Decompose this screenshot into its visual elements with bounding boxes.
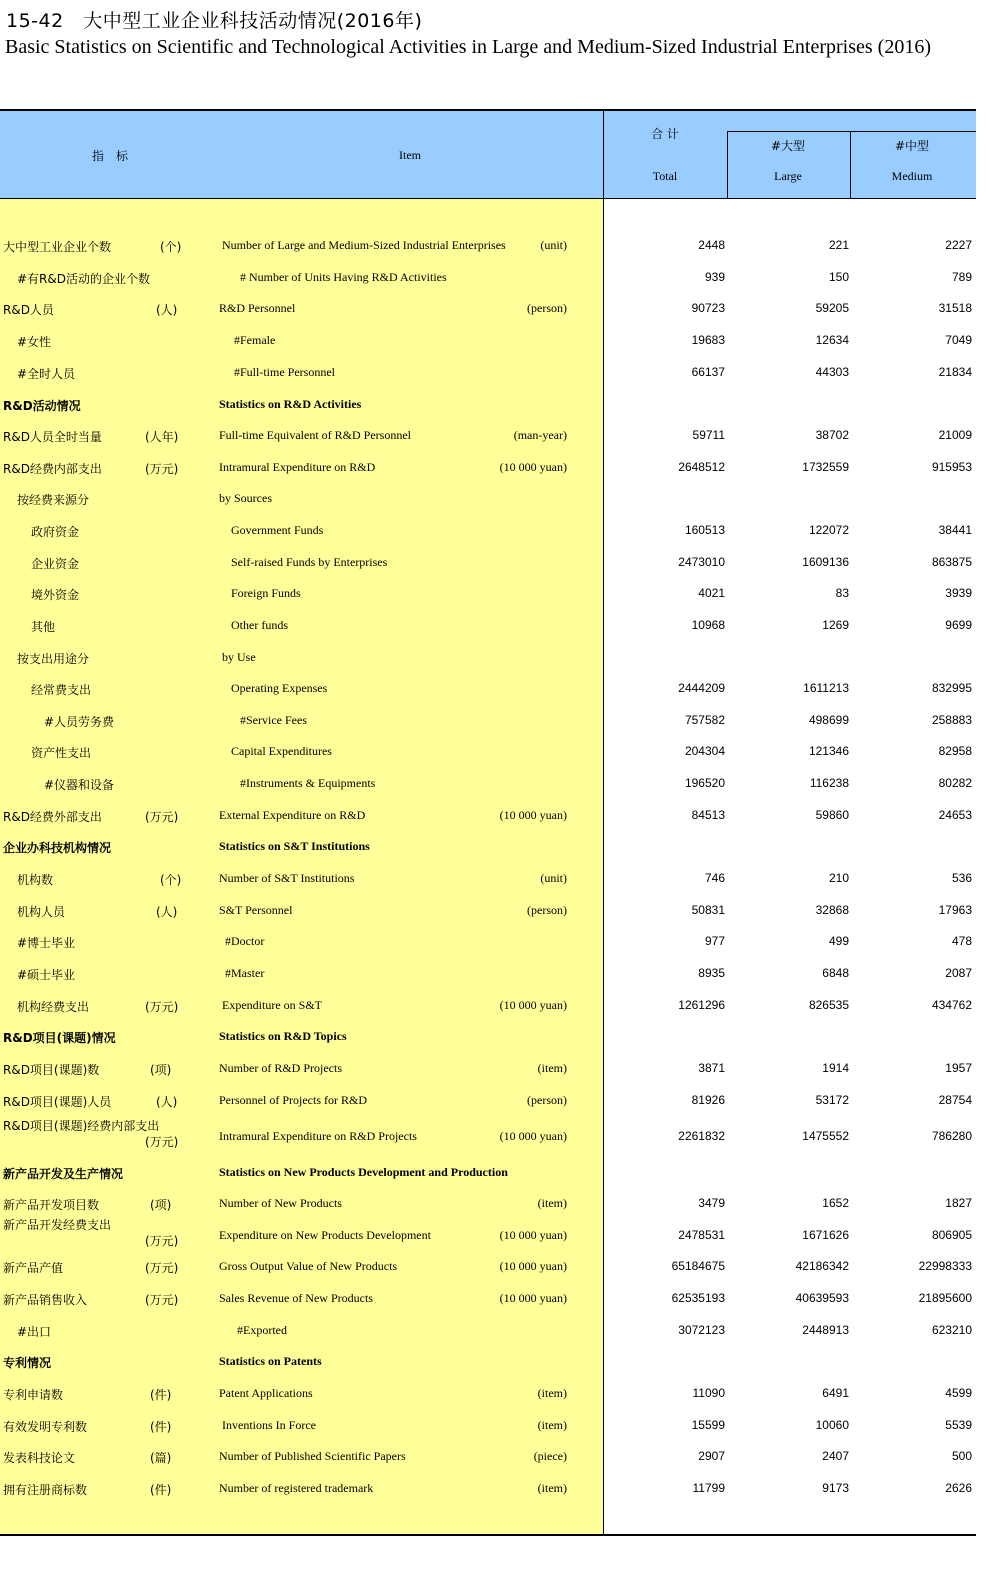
table-row: [0, 1291, 976, 1313]
indicator-cn: R&D项目(课题)人员: [3, 1095, 112, 1109]
value-large: 38702: [815, 428, 849, 442]
indicator-cn: 拥有注册商标数: [3, 1483, 88, 1497]
indicator-unit-cn: (项): [150, 1198, 172, 1212]
value-large: 1732559: [802, 460, 849, 474]
value-total: 2444209: [678, 681, 725, 695]
item-en: Personnel of Projects for R&D: [219, 1093, 367, 1107]
value-medium: 789: [951, 270, 972, 284]
table-row: [0, 1119, 976, 1151]
table-row: [0, 839, 976, 861]
value-large: 498699: [808, 713, 849, 727]
item-en: Foreign Funds: [231, 586, 301, 600]
table-row: [0, 1165, 976, 1187]
header-bottom-rule: [0, 198, 976, 199]
value-medium: 786280: [931, 1129, 972, 1143]
value-medium: 2227: [945, 238, 972, 252]
table-row: [0, 618, 976, 640]
value-large: 59205: [815, 301, 849, 315]
item-en: Number of Large and Medium-Sized Industrial Enterprises: [222, 238, 506, 252]
table-title-english: Basic Statistics on Scientific and Technological Activities in Large and Medium-Sized Industrial Enterprises (2016): [5, 36, 931, 58]
item-en: Number of New Products: [219, 1196, 342, 1210]
item-unit-en: (10 000 yuan): [499, 1129, 567, 1143]
item-en: Statistics on S&T Institutions: [219, 839, 370, 853]
indicator-unit-cn: (万元): [145, 462, 179, 476]
item-unit-en: (10 000 yuan): [499, 998, 567, 1012]
value-total: 3072123: [678, 1323, 725, 1337]
value-medium: 2626: [945, 1481, 972, 1495]
table-row: [0, 1481, 976, 1503]
value-total: 2648512: [678, 460, 725, 474]
indicator-cn: 大中型工业企业个数: [3, 240, 112, 254]
value-medium: 258883: [931, 713, 972, 727]
table-row: [0, 1093, 976, 1115]
value-medium: 31518: [938, 301, 972, 315]
indicator-cn: #人员劳务费: [44, 715, 115, 729]
value-total: 59711: [692, 428, 725, 442]
item-unit-en: (item): [537, 1196, 567, 1210]
indicator-cn: R&D项目(课题)数: [3, 1063, 100, 1077]
indicator-cn: 政府资金: [31, 525, 80, 539]
table-row: [0, 555, 976, 577]
header-large-en: Large: [774, 169, 802, 183]
indicator-unit-cn: (万元): [145, 810, 179, 824]
value-large: 2448913: [802, 1323, 849, 1337]
value-total: 11799: [692, 1481, 725, 1495]
table-row: [0, 397, 976, 419]
item-en: Other funds: [231, 618, 288, 632]
header-total-en: Total: [652, 169, 678, 183]
header-medium-cn: #中型: [894, 139, 930, 153]
indicator-cn: 专利情况: [3, 1356, 52, 1370]
indicator-cn: R&D活动情况: [3, 399, 81, 413]
item-en: Number of Published Scientific Papers: [219, 1449, 406, 1463]
indicator-cn: #女性: [17, 335, 52, 349]
indicator-unit-cn: (人年): [145, 430, 179, 444]
table-row: [0, 491, 976, 513]
indicator-cn: 新产品销售收入: [3, 1293, 88, 1307]
table-row: [0, 1418, 976, 1440]
indicator-cn: R&D人员: [3, 303, 54, 317]
item-unit-en: (piece): [533, 1449, 567, 1463]
item-en: #Doctor: [225, 934, 265, 948]
value-medium: 17963: [938, 903, 972, 917]
value-total: 90723: [691, 301, 725, 315]
table-row: [0, 808, 976, 830]
subheader-rule: [727, 131, 976, 132]
indicator-unit-cn: (件): [150, 1483, 172, 1497]
indicator-unit-cn: (篇): [150, 1451, 172, 1465]
header-total-cn: 合 计: [651, 127, 679, 141]
value-total: 2907: [698, 1449, 725, 1463]
value-large: 1611213: [803, 681, 849, 695]
item-en: External Expenditure on R&D: [219, 808, 366, 822]
value-total: 1261296: [678, 998, 725, 1012]
value-large: 6848: [822, 966, 849, 980]
indicator-cn: 其他: [31, 620, 56, 634]
item-en: Full-time Equivalent of R&D Personnel: [219, 428, 411, 442]
indicator-cn: 发表科技论文: [3, 1451, 76, 1465]
table-row: [0, 586, 976, 608]
item-en: Intramural Expenditure on R&D Projects: [219, 1129, 417, 1143]
table-row: [0, 903, 976, 925]
value-medium: 806905: [931, 1228, 972, 1242]
item-unit-en: (unit): [540, 238, 567, 252]
value-total: 196520: [684, 776, 725, 790]
value-large: 1652: [822, 1196, 849, 1210]
table-title-chinese: 15-42 大中型工业企业科技活动情况(2016年): [6, 10, 423, 32]
value-large: 1475552: [802, 1129, 849, 1143]
header-item-en: Item: [399, 148, 421, 162]
indicator-cn: R&D项目(课题)情况: [3, 1031, 116, 1045]
table-row: [0, 365, 976, 387]
table-row: [0, 460, 976, 482]
item-en: Patent Applications: [219, 1386, 313, 1400]
value-medium: 7049: [945, 333, 972, 347]
indicator-cn: 企业办科技机构情况: [3, 841, 112, 855]
table-row: [0, 871, 976, 893]
value-large: 826535: [808, 998, 849, 1012]
indicator-cn: 专利申请数: [3, 1388, 64, 1402]
indicator-cn: R&D人员全时当量: [3, 430, 102, 444]
value-total: 84513: [691, 808, 725, 822]
table-row: [0, 776, 976, 798]
value-large: 1914: [822, 1061, 849, 1075]
indicator-unit-cn: (件): [150, 1420, 172, 1434]
value-medium: 2087: [945, 966, 972, 980]
value-total: 939: [704, 270, 725, 284]
header-medium-en: Medium: [891, 169, 933, 183]
item-en: R&D Personnel: [219, 301, 296, 315]
table-row: [0, 1061, 976, 1083]
value-total: 977: [704, 934, 725, 948]
top-rule: [0, 109, 976, 111]
indicator-cn: 机构人员: [17, 905, 66, 919]
bottom-rule: [0, 1534, 976, 1536]
table-row: [0, 1196, 976, 1218]
value-large: 2407: [822, 1449, 849, 1463]
indicator-cn: 机构经费支出: [17, 1000, 90, 1014]
value-large: 221: [828, 238, 849, 252]
indicator-unit-cn: (万元): [145, 1234, 179, 1248]
item-en: Statistics on Patents: [219, 1354, 322, 1368]
item-unit-en: (10 000 yuan): [499, 1259, 567, 1273]
table-row: [0, 1354, 976, 1376]
indicator-cn: #有R&D活动的企业个数: [17, 272, 150, 286]
value-total: 4021: [698, 586, 725, 600]
item-en: #Master: [225, 966, 265, 980]
item-en: by Sources: [219, 491, 272, 505]
value-medium: 21834: [938, 365, 972, 379]
value-large: 6491: [822, 1386, 849, 1400]
value-medium: 80282: [938, 776, 972, 790]
table-row: [0, 523, 976, 545]
value-total: 15599: [691, 1418, 725, 1432]
value-medium: 21009: [938, 428, 972, 442]
table-row: [0, 650, 976, 672]
header-indicator-cn: 指 标: [91, 149, 128, 163]
item-unit-en: (item): [537, 1418, 567, 1432]
value-total: 62535193: [671, 1291, 725, 1305]
value-medium: 9699: [945, 618, 972, 632]
value-large: 40639593: [795, 1291, 849, 1305]
value-medium: 500: [951, 1449, 972, 1463]
table-row: [0, 1386, 976, 1408]
table-row: [0, 1218, 976, 1250]
item-en: #Exported: [237, 1323, 287, 1337]
value-large: 9173: [822, 1481, 849, 1495]
indicator-unit-cn: (件): [150, 1388, 172, 1402]
value-large: 122072: [808, 523, 849, 537]
item-en: Operating Expenses: [231, 681, 328, 695]
item-en: #Service Fees: [240, 713, 307, 727]
table-row: [0, 1323, 976, 1345]
item-en: Capital Expenditures: [231, 744, 332, 758]
table-row: [0, 934, 976, 956]
value-medium: 21895600: [918, 1291, 972, 1305]
value-medium: 4599: [945, 1386, 972, 1400]
item-unit-en: (10 000 yuan): [499, 1228, 567, 1242]
value-medium: 434762: [931, 998, 972, 1012]
large-column-divider: [727, 131, 728, 198]
value-large: 150: [828, 270, 849, 284]
value-large: 10060: [815, 1418, 849, 1432]
indicator-unit-cn: (人): [156, 303, 178, 317]
item-en: Intramural Expenditure on R&D: [219, 460, 376, 474]
value-medium: 22998333: [918, 1259, 972, 1273]
value-medium: 915953: [931, 460, 972, 474]
item-en: #Instruments & Equipments: [240, 776, 376, 790]
item-en: Expenditure on S&T: [222, 998, 322, 1012]
item-en: # Number of Units Having R&D Activities: [240, 270, 447, 284]
value-medium: 832995: [931, 681, 972, 695]
value-large: 44303: [815, 365, 849, 379]
indicator-cn: 有效发明专利数: [3, 1420, 88, 1434]
value-medium: 863875: [931, 555, 972, 569]
value-total: 757582: [684, 713, 725, 727]
table-row: [0, 270, 976, 292]
item-unit-en: (person): [527, 301, 567, 315]
item-en: Self-raised Funds by Enterprises: [231, 555, 388, 569]
indicator-cn: 新产品开发经费支出: [3, 1218, 112, 1232]
indicator-cn: #仪器和设备: [44, 778, 115, 792]
table-row: [0, 301, 976, 323]
item-en: Statistics on R&D Activities: [219, 397, 362, 411]
item-en: Gross Output Value of New Products: [219, 1259, 398, 1273]
item-unit-en: (person): [527, 1093, 567, 1107]
item-unit-en: (10 000 yuan): [499, 808, 567, 822]
item-en: by Use: [222, 650, 256, 664]
table-row: [0, 333, 976, 355]
indicator-cn: 按支出用途分: [17, 652, 90, 666]
value-medium: 1957: [945, 1061, 972, 1075]
indicator-cn: 资产性支出: [31, 746, 92, 760]
value-total: 2478531: [678, 1228, 725, 1242]
value-medium: 82958: [938, 744, 972, 758]
value-total: 66137: [691, 365, 725, 379]
table-row: [0, 744, 976, 766]
value-medium: 536: [951, 871, 972, 885]
value-large: 59860: [815, 808, 849, 822]
item-en: Statistics on R&D Topics: [219, 1029, 347, 1043]
indicator-cn: 新产品开发项目数: [3, 1198, 100, 1212]
value-total: 81926: [691, 1093, 725, 1107]
indicator-cn: R&D经费内部支出: [3, 462, 102, 476]
table-row: [0, 966, 976, 988]
item-en: Number of R&D Projects: [219, 1061, 342, 1075]
item-unit-en: (10 000 yuan): [499, 1291, 567, 1305]
indicator-cn: 经常费支出: [31, 683, 92, 697]
value-medium: 28754: [938, 1093, 972, 1107]
item-en: #Female: [234, 333, 276, 347]
value-large: 210: [828, 871, 849, 885]
indicator-cn: R&D经费外部支出: [3, 810, 102, 824]
item-unit-en: (person): [527, 903, 567, 917]
value-large: 116238: [809, 776, 849, 790]
value-total: 3871: [698, 1061, 725, 1075]
item-unit-en: (item): [537, 1481, 567, 1495]
value-total: 2473010: [678, 555, 725, 569]
indicator-unit-cn: (人): [156, 905, 178, 919]
item-en: Number of registered trademark: [219, 1481, 374, 1495]
indicator-cn: #出口: [17, 1325, 52, 1339]
item-en: Sales Revenue of New Products: [219, 1291, 373, 1305]
table-row: [0, 998, 976, 1020]
header-large-cn: #大型: [770, 139, 806, 153]
indicator-cn: #博士毕业: [17, 936, 76, 950]
value-total: 50831: [691, 903, 725, 917]
indicator-cn: 机构数: [17, 873, 54, 887]
indicator-cn: #全时人员: [17, 367, 76, 381]
table-row: [0, 428, 976, 450]
value-medium: 38441: [938, 523, 972, 537]
indicator-cn: 企业资金: [31, 557, 80, 571]
value-medium: 3939: [945, 586, 972, 600]
value-total: 746: [704, 871, 725, 885]
item-en: Expenditure on New Products Development: [219, 1228, 431, 1242]
value-total: 160513: [684, 523, 725, 537]
item-unit-en: (unit): [540, 871, 567, 885]
table-row: [0, 681, 976, 703]
value-large: 1671626: [802, 1228, 849, 1242]
item-en: Number of S&T Institutions: [219, 871, 355, 885]
value-total: 3479: [698, 1196, 725, 1210]
value-total: 10968: [691, 618, 725, 632]
value-medium: 1827: [945, 1196, 972, 1210]
indicator-unit-cn: (人): [156, 1095, 178, 1109]
table-row: [0, 1029, 976, 1051]
indicator-cn: #硕士毕业: [17, 968, 76, 982]
value-total: 204304: [684, 744, 725, 758]
table-row: [0, 1449, 976, 1471]
value-total: 11090: [692, 1386, 725, 1400]
item-unit-en: (item): [537, 1386, 567, 1400]
indicator-cn: 境外资金: [31, 588, 80, 602]
value-large: 121346: [808, 744, 849, 758]
indicator-unit-cn: (个): [160, 240, 182, 254]
value-large: 32868: [815, 903, 849, 917]
value-large: 53172: [815, 1093, 849, 1107]
indicator-unit-cn: (个): [160, 873, 182, 887]
item-unit-en: (10 000 yuan): [499, 460, 567, 474]
value-medium: 24653: [938, 808, 972, 822]
indicator-unit-cn: (万元): [145, 1293, 179, 1307]
indicator-unit-cn: (万元): [145, 1135, 179, 1149]
value-large: 1609136: [802, 555, 849, 569]
value-medium: 5539: [945, 1418, 972, 1432]
value-total: 2261832: [678, 1129, 725, 1143]
indicator-unit-cn: (项): [150, 1063, 172, 1077]
table-row: [0, 1259, 976, 1281]
value-large: 12634: [815, 333, 849, 347]
item-en: S&T Personnel: [219, 903, 293, 917]
value-large: 83: [835, 586, 849, 600]
value-total: 19683: [691, 333, 725, 347]
indicator-cn: 按经费来源分: [17, 493, 90, 507]
item-en: Inventions In Force: [222, 1418, 316, 1432]
value-large: 1269: [822, 618, 849, 632]
indicator-cn: R&D项目(课题)经费内部支出: [3, 1119, 160, 1133]
value-total: 8935: [698, 966, 725, 980]
indicator-unit-cn: (万元): [145, 1261, 179, 1275]
table-row: [0, 713, 976, 735]
value-large: 42186342: [795, 1259, 849, 1273]
item-unit-en: (item): [537, 1061, 567, 1075]
indicator-cn: 新产品开发及生产情况: [3, 1167, 124, 1181]
item-unit-en: (man-year): [513, 428, 567, 442]
table-row: [0, 238, 976, 260]
indicator-cn: 新产品产值: [3, 1261, 64, 1275]
medium-column-divider: [850, 131, 851, 198]
item-en: #Full-time Personnel: [234, 365, 335, 379]
value-medium: 478: [951, 934, 972, 948]
value-large: 499: [828, 934, 849, 948]
value-medium: 623210: [931, 1323, 972, 1337]
value-total: 65184675: [671, 1259, 725, 1273]
indicator-unit-cn: (万元): [145, 1000, 179, 1014]
item-en: Statistics on New Products Development and Production: [219, 1165, 508, 1179]
item-en: Government Funds: [231, 523, 324, 537]
value-total: 2448: [698, 238, 725, 252]
